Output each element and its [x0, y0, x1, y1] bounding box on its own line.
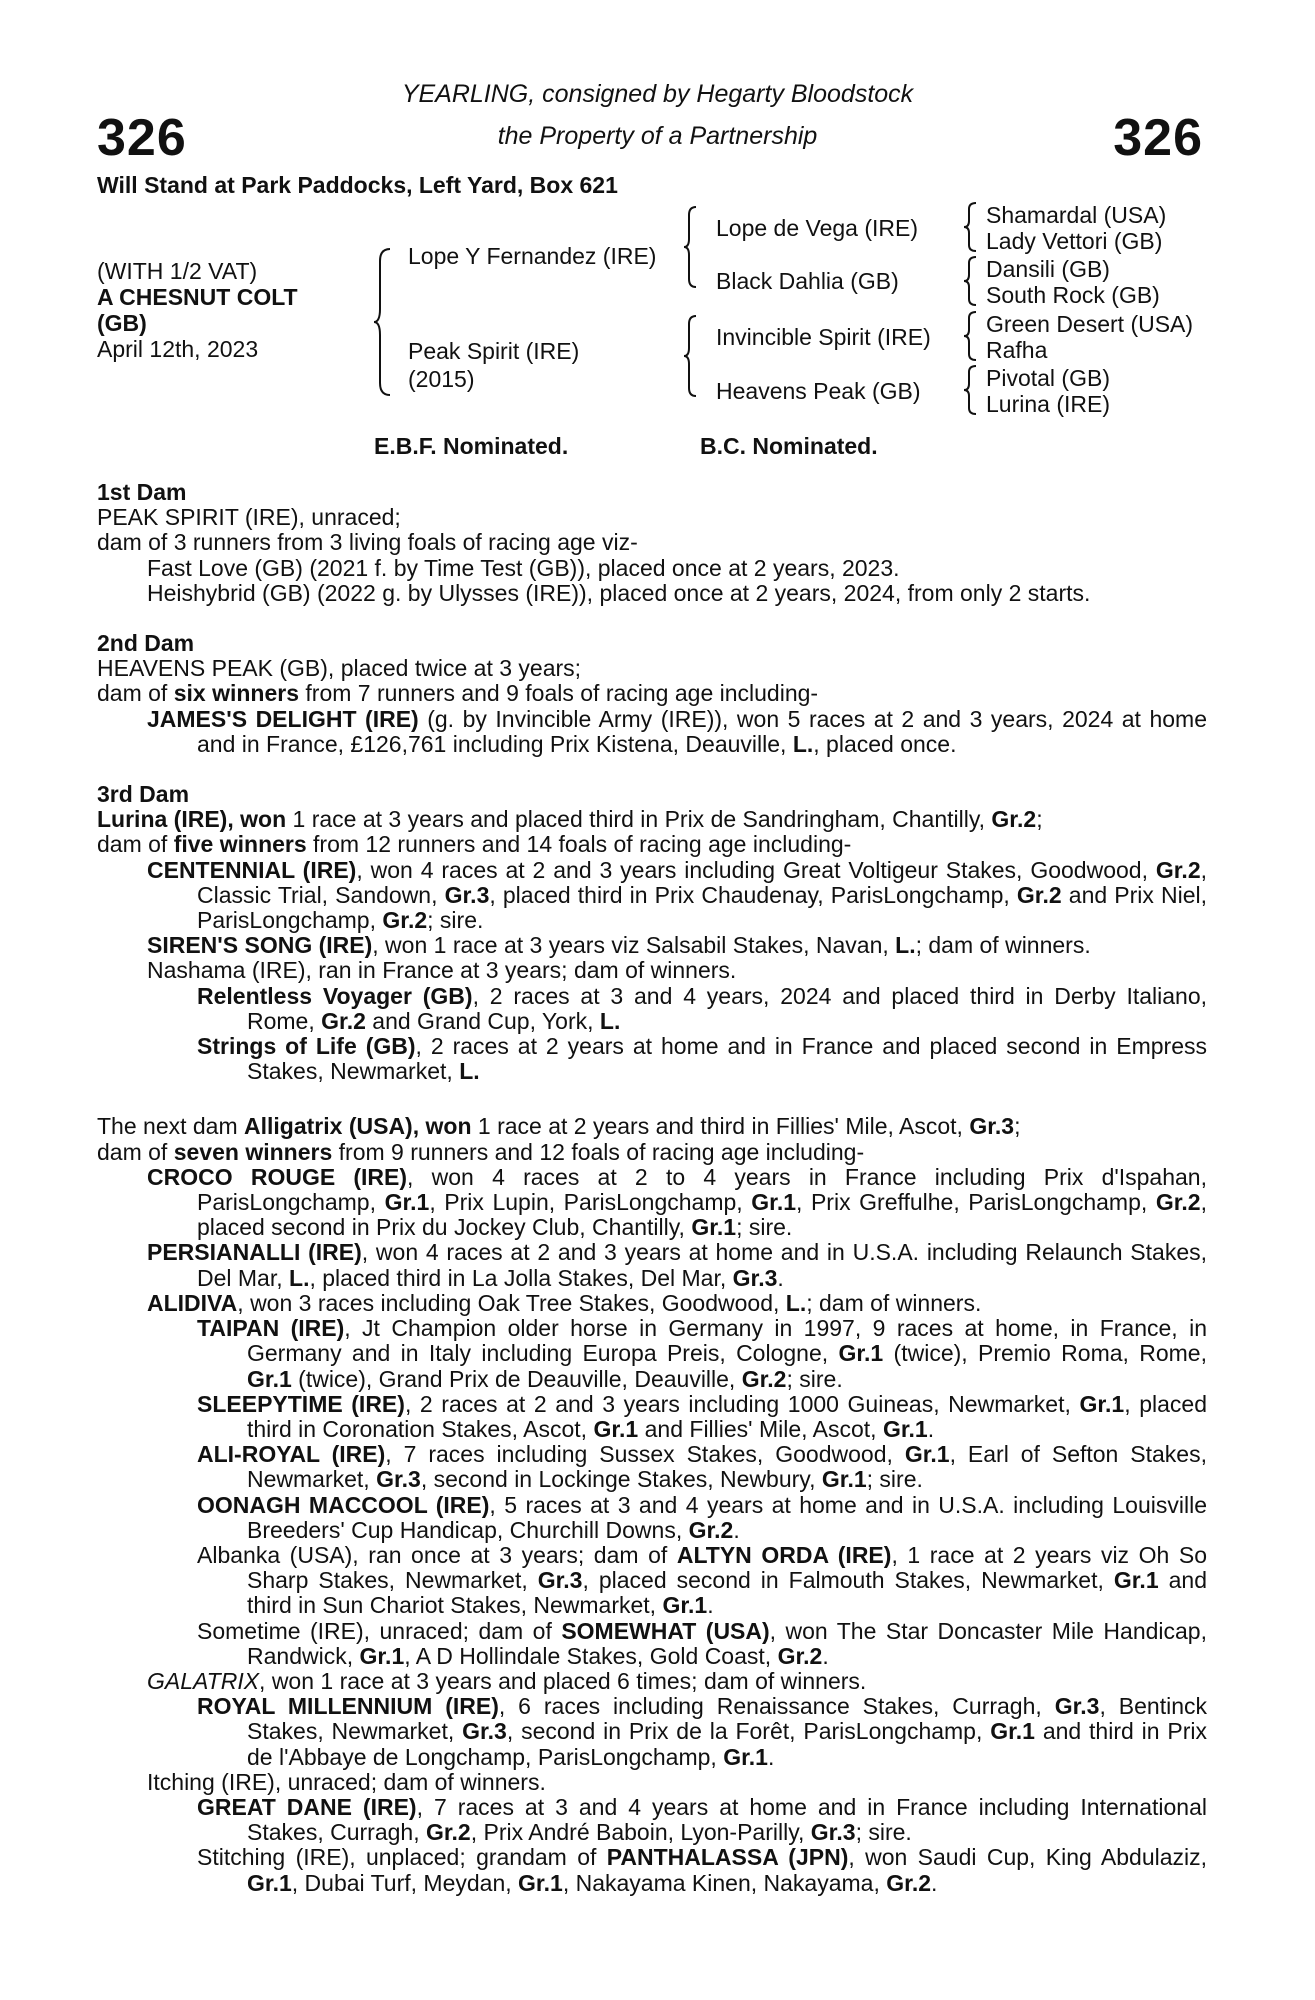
next-dam-produce: dam of seven winners from 9 runners and 12 foals of racing age including- — [97, 1138, 865, 1165]
next-dam-line: The next dam Alligatrix (USA), won 1 race at 2 years and third in Fillies' Mile, Ascot, Gr.3; — [97, 1113, 1021, 1140]
next-dam-entry-e: Itching (IRE), unraced; dam of winners. — [147, 1768, 546, 1795]
vat-note: (WITH 1/2 VAT) — [97, 258, 258, 284]
third-dam-line: Lurina (IRE), won 1 race at 3 years and placed third in Prix de Sandringham, Chantilly, Gr.2; — [97, 806, 1043, 833]
third-dam-heading: 3rd Dam — [97, 781, 190, 808]
next-dam-entry-c5: Albanka (USA), ran once at 3 years; dam of ALTYN ORDA (IRE), 1 race at 2 years viz Oh So Sharp Stakes, Newmarket, Gr.3, placed second in Falmouth Stakes, Newmarket, Gr.1 and third in Sun Chariot Stakes, Newmarket, Gr.1. — [197, 1541, 1207, 1619]
third-dam-entry-3: Nashama (IRE), ran in France at 3 years; dam of winners. — [147, 957, 737, 984]
horse-name-line2: (GB) — [97, 310, 147, 336]
pedigree-brace-g2 — [962, 255, 980, 307]
pedigree-brace-main — [372, 247, 394, 397]
produce-record — [97, 480, 1207, 1896]
pedigree-brace-dam — [682, 314, 700, 398]
third-dam-entry-2: SIREN'S SONG (IRE), won 1 race at 3 years viz Salsabil Stakes, Navan, L.; dam of winners. — [147, 932, 1091, 959]
gen3-3: Dansili (GB) — [986, 256, 1110, 282]
dam-year: (2015) — [408, 366, 475, 392]
next-dam-entry-c1: TAIPAN (IRE), Jt Champion older horse in Germany in 1997, 9 races at home, in France, in Germany and in Italy including Europa Preis, Cologne, Gr.1 (twice), Premio Roma, Rome, Gr.1 (twice), Grand Prix de Deauville, Deauville, Gr.2; sire. — [197, 1315, 1207, 1392]
property-line: the Property of a Partnership — [497, 122, 818, 150]
next-dam-entry-e2: Stitching (IRE), unplaced; grandam of PANTHALASSA (JPN), won Saudi Cup, King Abdulaziz, Gr.1, Dubai Turf, Meydan, Gr.1, Nakayama Kinen, Nakayama, Gr.2. — [197, 1844, 1208, 1896]
first-dam-foal-1: Fast Love (GB) (2021 f. by Time Test (GB)), placed once at 2 years, 2023. — [147, 554, 900, 581]
gen3-1: Shamardal (USA) — [986, 202, 1167, 228]
sire-name: Lope Y Fernandez (IRE) — [408, 243, 657, 269]
next-dam-entry-e1: GREAT DANE (IRE), 7 races at 3 and 4 years at home and in France including International Stakes, Curragh, Gr.2, Prix André Baboin, Lyon-Parilly, Gr.3; sire. — [197, 1793, 1207, 1846]
pedigree-brace-g1 — [962, 201, 980, 253]
pedigree-brace-g4 — [962, 364, 980, 416]
next-dam-entry-d: GALATRIX, won 1 race at 3 years and placed 6 times; dam of winners. — [147, 1667, 867, 1694]
sire-dam: Black Dahlia (GB) — [716, 268, 899, 294]
consignor-line: YEARLING, consigned by Hegarty Bloodstock — [401, 80, 914, 108]
dam-name: Peak Spirit (IRE) — [408, 338, 580, 364]
first-dam-heading: 1st Dam — [97, 479, 187, 505]
next-dam-entry-b: PERSIANALLI (IRE), won 4 races at 2 and 3 years at home and in U.S.A. including Relaunch Stakes, Del Mar, L., placed third in La Jolla Stakes, Del Mar, Gr.3. — [147, 1239, 1207, 1291]
gen3-4: South Rock (GB) — [986, 282, 1160, 308]
next-dam-entry-d1: ROYAL MILLENNIUM (IRE), 6 races including Renaissance Stakes, Curragh, Gr.3, Bentinck Stakes, Newmarket, Gr.3, second in Prix de la Forêt, ParisLongchamp, Gr.1 and third in Prix de l'Abbaye de Longchamp, ParisLongchamp, Gr.1. — [197, 1693, 1207, 1770]
pedigree-brace-sire — [682, 205, 700, 289]
bc-nomination: B.C. Nominated. — [700, 433, 878, 459]
second-dam-produce: dam of six winners from 7 runners and 9 foals of racing age including- — [97, 680, 819, 707]
third-dam-produce: dam of five winners from 12 runners and 14 foals of racing age including- — [97, 831, 852, 858]
first-dam-line: PEAK SPIRIT (IRE), unraced; — [97, 504, 401, 531]
gen3-8: Lurina (IRE) — [986, 391, 1110, 417]
ebf-nomination: E.B.F. Nominated. — [374, 433, 569, 459]
gen3-5: Green Desert (USA) — [986, 311, 1194, 337]
lot-number-left: 326 — [97, 109, 187, 167]
third-dam-entry-1: CENTENNIAL (IRE), won 4 races at 2 and 3 years including Great Voltigeur Stakes, Goodwood, Gr.2, Classic Trial, Sandown, Gr.3, placed third in Prix Chaudenay, ParisLongchamp, Gr.2 and Prix Niel, ParisLongchamp, Gr.2; sire. — [147, 856, 1208, 934]
next-dam-entry-c: ALIDIVA, won 3 races including Oak Tree Stakes, Goodwood, L.; dam of winners. — [147, 1289, 982, 1316]
next-dam-entry-c2: SLEEPYTIME (IRE), 2 races at 2 and 3 years including 1000 Guineas, Newmarket, Gr.1, placed third in Coronation Stakes, Ascot, Gr.1 and Fillies' Mile, Ascot, Gr.1. — [197, 1390, 1207, 1442]
foaling-date: April 12th, 2023 — [97, 336, 259, 362]
next-dam-entry-a: CROCO ROUGE (IRE), won 4 races at 2 to 4 years in France including Prix d'Ispahan, ParisLongchamp, Gr.1, Prix Lupin, ParisLongchamp, Gr.1, Prix Greffulhe, ParisLongchamp, Gr.2, placed second in Prix du Jockey Club, Chantilly, Gr.1; sire. — [147, 1163, 1207, 1241]
gen3-7: Pivotal (GB) — [986, 365, 1110, 391]
second-dam-heading: 2nd Dam — [97, 630, 195, 657]
next-dam-entry-c6: Sometime (IRE), unraced; dam of SOMEWHAT (USA), won The Star Doncaster Mile Handicap, Randwick, Gr.1, A D Hollindale Stakes, Gold Coast, Gr.2. — [197, 1617, 1207, 1669]
third-dam-entry-3a: Relentless Voyager (GB), 2 races at 3 and 4 years, 2024 and placed third in Derby Italiano, Rome, Gr.2 and Grand Cup, York, L. — [197, 982, 1207, 1034]
second-dam-entry-1: JAMES'S DELIGHT (IRE) (g. by Invincible Army (IRE)), won 5 races at 2 and 3 years, 2024 at home and in France, £126,761 including Prix Kistena, Deauville, L., placed once. — [147, 705, 1207, 757]
gen3-2: Lady Vettori (GB) — [986, 228, 1163, 254]
third-dam-entry-3b: Strings of Life (GB), 2 races at 2 years at home and in France and placed second in Empress Stakes, Newmarket, L. — [197, 1033, 1207, 1085]
lot-number-right: 326 — [1113, 109, 1203, 167]
stand-location: Will Stand at Park Paddocks, Left Yard, Box 621 — [97, 172, 618, 198]
next-dam-entry-c3: ALI-ROYAL (IRE), 7 races including Sussex Stakes, Goodwood, Gr.1, Earl of Sefton Stakes, Newmarket, Gr.3, second in Lockinge Stakes, Newbury, Gr.1; sire. — [197, 1441, 1207, 1493]
second-dam-line: HEAVENS PEAK (GB), placed twice at 3 years; — [97, 655, 582, 682]
sire-sire: Lope de Vega (IRE) — [716, 215, 919, 241]
gen3-6: Rafha — [986, 337, 1048, 363]
dam-sire: Invincible Spirit (IRE) — [716, 324, 931, 350]
horse-name-line1: A CHESNUT COLT — [97, 284, 298, 310]
first-dam-produce: dam of 3 runners from 3 living foals of racing age viz- — [97, 529, 638, 556]
pedigree-brace-g3 — [962, 310, 980, 362]
next-dam-entry-c4: OONAGH MACCOOL (IRE), 5 races at 3 and 4 years at home and in U.S.A. including Louisville Breeders' Cup Handicap, Churchill Downs, Gr.2. — [197, 1491, 1207, 1543]
dam-dam: Heavens Peak (GB) — [716, 378, 921, 404]
first-dam-foal-2: Heishybrid (GB) (2022 g. by Ulysses (IRE)), placed once at 2 years, 2024, from only 2 starts. — [147, 579, 1091, 606]
